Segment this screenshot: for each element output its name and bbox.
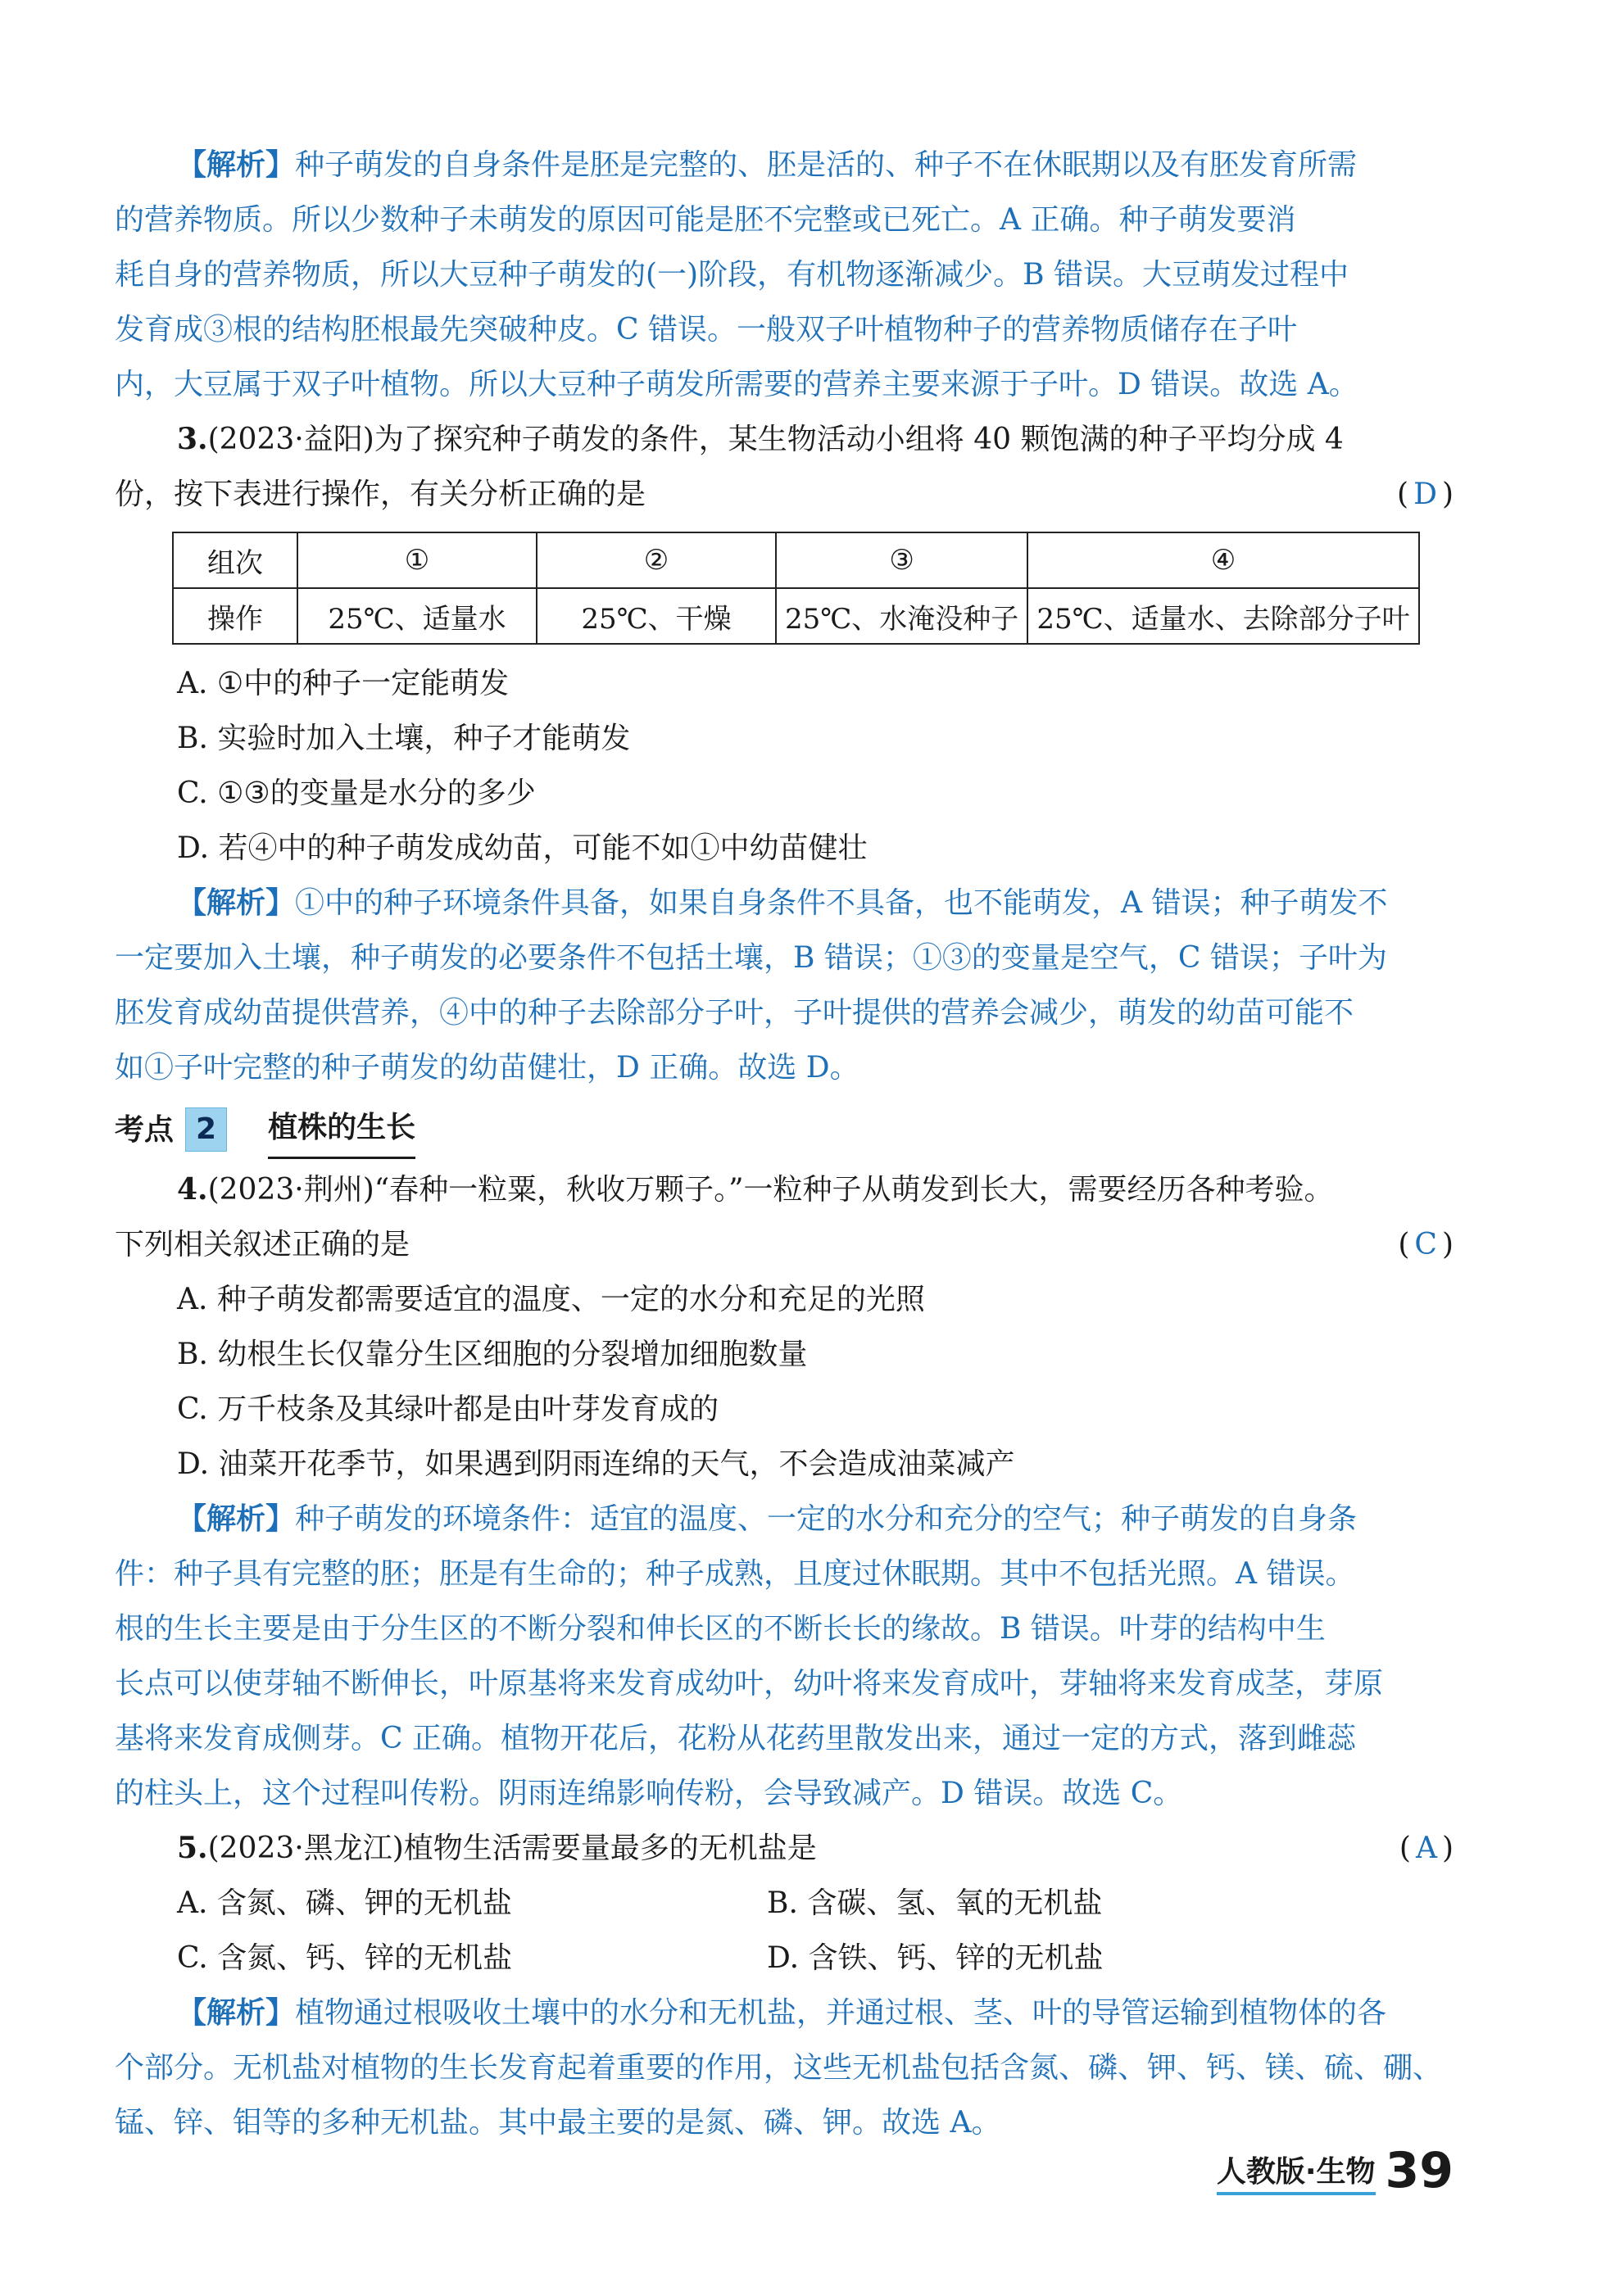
- option-b: B. 实验时加入土壤，种子才能萌发: [177, 722, 631, 755]
- table-cell: ④: [1027, 532, 1418, 588]
- analysis-line: 【解析】种子萌发的自身条件是胚是完整的、胚是活的、种子不在休眠期以及有胚发育所需: [177, 147, 1358, 182]
- page-number: 39: [1385, 2142, 1454, 2199]
- analysis-line: 耗自身的营养物质，所以大豆种子萌发的(一)阶段，有机物逐渐减少。B 错误。大豆萌发过程中: [115, 258, 1349, 292]
- question-stem-line: 下列相关叙述正确的是 (C): [115, 1217, 1458, 1272]
- answer-letter: A: [1415, 1832, 1442, 1865]
- question-stem-line: 3.(2023·益阳)为了探究种子萌发的条件，某生物活动小组将 40 颗饱满的种子平均分成 4: [177, 422, 1344, 456]
- option-c: C. ①③的变量是水分的多少: [177, 777, 536, 810]
- analysis-line: 一定要加入土壤，种子萌发的必要条件不包括土壤，B 错误；①③的变量是空气，C 错误；子叶为: [115, 941, 1387, 975]
- section-title: 植株的生长: [268, 1100, 415, 1159]
- analysis-line: 锰、锌、钼等的多种无机盐。其中最主要的是氮、磷、钾。故选 A。: [115, 2106, 1001, 2140]
- answer-bracket: (D): [1397, 478, 1458, 511]
- analysis-line: 胚发育成幼苗提供营养，④中的种子去除部分子叶，子叶提供的营养会减少，萌发的幼苗可能不: [115, 996, 1354, 1030]
- question-number: 5.: [177, 1831, 208, 1865]
- analysis-line: 【解析】种子萌发的环境条件：适宜的温度、一定的水分和充分的空气；种子萌发的自身条: [177, 1501, 1358, 1536]
- option-c: C. 万千枝条及其绿叶都是由叶芽发育成的: [177, 1393, 719, 1426]
- page-content: [115, 138, 1458, 2150]
- table-header-row: [173, 532, 1419, 588]
- question-5: [115, 1821, 1458, 2150]
- analysis-tag: 【解析】: [177, 885, 296, 920]
- analysis-line: 件：种子具有完整的胚；胚是有生命的；种子成熟，且度过休眠期。其中不包括光照。A 错误。: [115, 1557, 1355, 1591]
- question-stem-line: 份，按下表进行操作，有关分析正确的是 (D): [115, 467, 1458, 522]
- option-a: A. ①中的种子一定能萌发: [177, 667, 510, 700]
- analysis-line: 个部分。无机盐对植物的生长发育起着重要的作用，这些无机盐包括含氮、磷、钾、钙、镁、硫、硼、: [115, 2051, 1443, 2085]
- question-3: [115, 412, 1458, 1095]
- operation-table: [172, 532, 1420, 645]
- question-4: [115, 1162, 1458, 1821]
- analysis-tag: 【解析】: [177, 1995, 296, 2030]
- question-stem-line: 4.(2023·荆州)“春种一粒粟，秋收万颗子。”一粒种子从萌发到长大，需要经历各种考验。: [177, 1172, 1334, 1207]
- answer-letter: D: [1413, 478, 1442, 511]
- analysis-line: 【解析】植物通过根吸收土壤中的水分和无机盐，并通过根、茎、叶的导管运输到植物体的各: [177, 1995, 1387, 2030]
- analysis-line: 内，大豆属于双子叶植物。所以大豆种子萌发所需要的营养主要来源于子叶。D 错误。故选 A。: [115, 368, 1358, 401]
- analysis-tag: 【解析】: [177, 1501, 296, 1536]
- question-stem-line: 5.(2023·黑龙江)植物生活需要量最多的无机盐是 (A): [115, 1821, 1458, 1876]
- analysis-line: 基将来发育成侧芽。C 正确。植物开花后，花粉从花药里散发出来，通过一定的方式，落到雌蕊: [115, 1722, 1356, 1755]
- option-b: B. 幼根生长仅靠分生区细胞的分裂增加细胞数量: [177, 1338, 808, 1371]
- answer-letter: C: [1414, 1228, 1442, 1261]
- table-cell: 25℃、适量水、去除部分子叶: [1027, 588, 1418, 644]
- table-cell: 操作: [173, 588, 297, 644]
- table-cell: 25℃、干燥: [537, 588, 776, 644]
- answer-bracket: (C): [1398, 1228, 1458, 1261]
- option-a: A. 种子萌发都需要适宜的温度、一定的水分和充足的光照: [177, 1283, 925, 1316]
- answer-bracket: (A): [1399, 1832, 1458, 1865]
- analysis-line: 【解析】①中的种子环境条件具备，如果自身条件不具备，也不能萌发，A 错误；种子萌发不: [177, 885, 1388, 920]
- options-row: [115, 1931, 1458, 1986]
- page-footer: [1216, 2142, 1454, 2199]
- analysis-tag: 【解析】: [177, 147, 296, 182]
- analysis-line: 发育成③根的结构胚根最先突破种皮。C 错误。一般双子叶植物种子的营养物质储存在子叶: [115, 313, 1297, 346]
- analysis-line: 的柱头上，这个过程叫传粉。阴雨连绵影响传粉，会导致减产。D 错误。故选 C。: [115, 1777, 1183, 1810]
- table-cell: ②: [537, 532, 776, 588]
- question-number: 3.: [177, 422, 208, 456]
- table-cell: 25℃、水淹没种子: [776, 588, 1027, 644]
- option-d: D. 含铁、钙、锌的无机盐: [767, 1941, 1104, 1975]
- option-b: B. 含碳、氢、氧的无机盐: [767, 1886, 1103, 1920]
- question-number: 4.: [177, 1172, 208, 1207]
- option-d: D. 油菜开花季节，如果遇到阴雨连绵的天气，不会造成油菜减产: [177, 1447, 1015, 1481]
- option-c: C. 含氮、钙、锌的无机盐: [177, 1941, 513, 1975]
- analysis-line: 的营养物质。所以少数种子未萌发的原因可能是胚不完整或已死亡。A 正确。种子萌发要消: [115, 203, 1296, 237]
- table-cell: 25℃、适量水: [297, 588, 537, 644]
- table-row: [173, 588, 1419, 644]
- option-a: A. 含氮、磷、钾的无机盐: [177, 1886, 512, 1920]
- section-header: [115, 1100, 1458, 1159]
- table-cell: ③: [776, 532, 1027, 588]
- section-number: 2: [185, 1107, 227, 1152]
- options-row: [115, 1876, 1458, 1931]
- section-label: 考点: [115, 1112, 175, 1147]
- q2-analysis: [115, 138, 1458, 412]
- edition-label: 人教版·生物: [1217, 2149, 1376, 2195]
- table-cell: ①: [297, 532, 537, 588]
- option-d: D. 若④中的种子萌发成幼苗，可能不如①中幼苗健壮: [177, 831, 868, 865]
- analysis-line: 根的生长主要是由于分生区的不断分裂和伸长区的不断长长的缘故。B 错误。叶芽的结构中生: [115, 1612, 1326, 1646]
- analysis-line: 长点可以使芽轴不断伸长，叶原基将来发育成幼叶，幼叶将来发育成叶，芽轴将来发育成茎，芽原: [115, 1667, 1384, 1700]
- analysis-line: 如①子叶完整的种子萌发的幼苗健壮，D 正确。故选 D。: [115, 1051, 859, 1085]
- table-cell: 组次: [173, 532, 297, 588]
